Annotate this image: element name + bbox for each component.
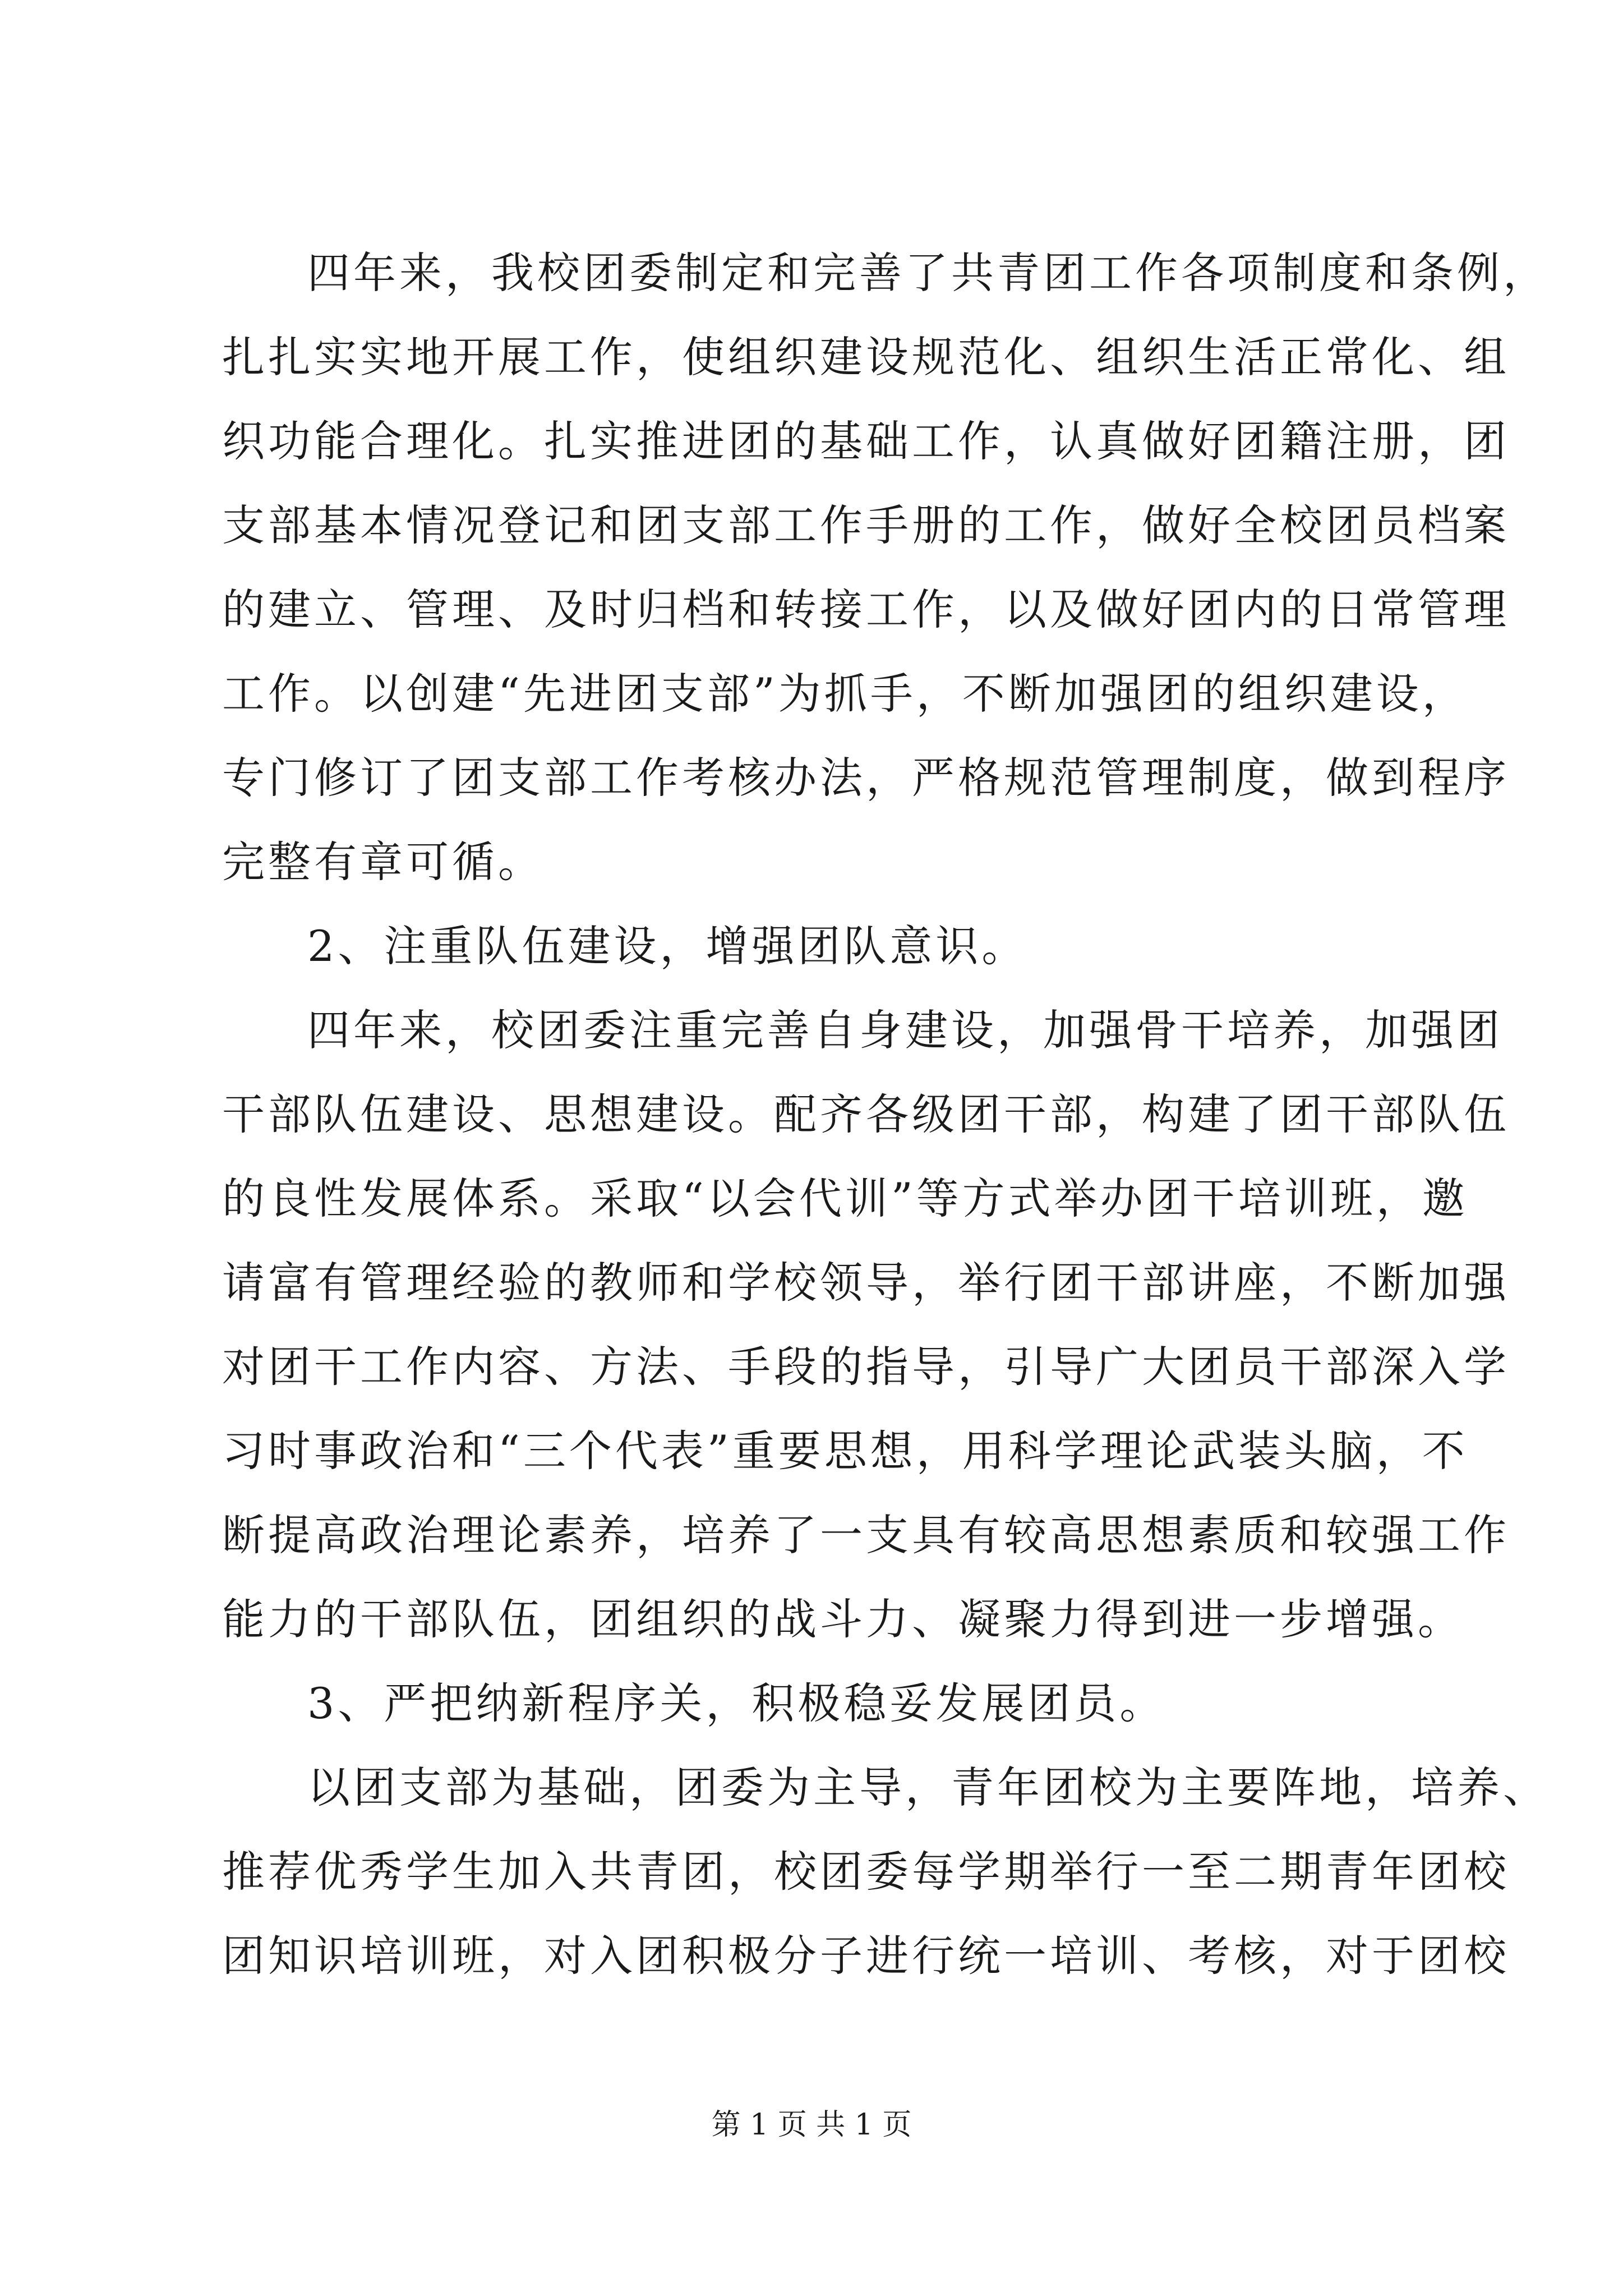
text-line: 织功能合理化。扎实推进团的基础工作，认真做好团籍注册，团 (222, 416, 1510, 466)
text-line: 对团干工作内容、方法、手段的指导，引导广大团员干部深入学 (222, 1342, 1510, 1392)
section-heading: 2、注重队伍建设，增强团队意识。 (307, 921, 1028, 971)
text-line: 专门修订了团支部工作考核办法，严格规范管理制度，做到程序 (222, 753, 1510, 803)
text-line: 断提高政治理论素养，培养了一支具有较高思想素质和较强工作 (222, 1510, 1510, 1560)
text-line: 干部队伍建设、思想建设。配齐各级团干部，构建了团干部队伍 (222, 1089, 1510, 1139)
text-line: 习时事政治和“三个代表”重要思想，用科学理论武装头脑，不 (222, 1426, 1468, 1476)
section-heading: 3、严把纳新程序关，积极稳妥发展团员。 (307, 1678, 1166, 1728)
text-line: 的良性发展体系。采取“以会代训”等方式举办团干培训班，邀 (222, 1174, 1468, 1223)
text-line: 团知识培训班，对入团积极分子进行统一培训、考核，对于团校 (222, 1931, 1510, 1981)
text-line: 四年来，校团委注重完善自身建设，加强骨干培养，加强团 (307, 1005, 1503, 1055)
text-line: 四年来，我校团委制定和完善了共青团工作各项制度和条例， (307, 248, 1549, 298)
text-line: 完整有章可循。 (222, 837, 544, 887)
page-footer: 第 1 页 共 1 页 (711, 2108, 912, 2142)
text-line: 请富有管理经验的教师和学校领导，举行团干部讲座，不断加强 (222, 1258, 1510, 1308)
text-line: 能力的干部队伍，团组织的战斗力、凝聚力得到进一步增强。 (222, 1594, 1464, 1644)
text-line: 工作。以创建“先进团支部”为抓手，不断加强团的组织建设， (222, 669, 1468, 719)
text-line: 推荐优秀学生加入共青团，校团委每学期举行一至二期青年团校 (222, 1847, 1510, 1897)
text-line: 的建立、管理、及时归档和转接工作，以及做好团内的日常管理 (222, 585, 1510, 634)
text-line: 支部基本情况登记和团支部工作手册的工作，做好全校团员档案 (222, 500, 1510, 550)
body-text (222, 231, 1549, 1998)
text-line: 扎扎实实地开展工作，使组织建设规范化、组织生活正常化、组 (222, 332, 1510, 382)
text-line: 以团支部为基础，团委为主导，青年团校为主要阵地，培养、 (307, 1763, 1549, 1812)
